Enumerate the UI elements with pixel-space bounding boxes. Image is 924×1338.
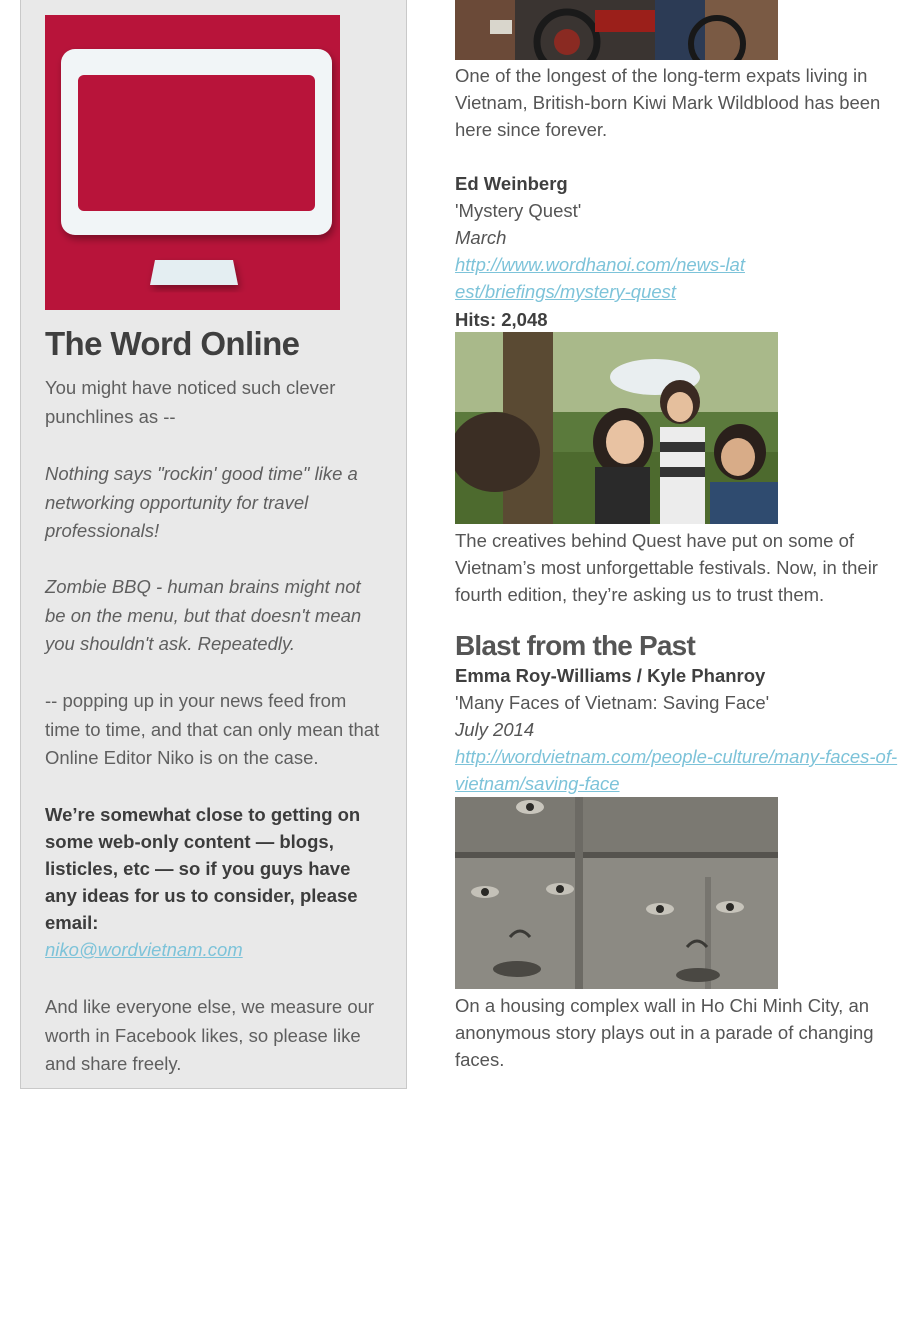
- blast-author: Emma Roy-Williams / Kyle Phanroy: [455, 665, 766, 686]
- sidebar-closing: And like everyone else, we measure our worth in Facebook likes, so please like and share freely.: [45, 996, 375, 1074]
- monitor-icon: [45, 15, 340, 310]
- story2-title: 'Mystery Quest': [455, 200, 582, 221]
- story2-date: March: [455, 227, 507, 248]
- sidebar-quote-2: Zombie BBQ - human brains might not be on the menu, but that doesn't mean you shouldn't ask. Repeatedly.: [45, 576, 362, 654]
- blast-url-link[interactable]: http://wordvietnam.com/people-culture/many-faces-of-vietnam/saving-face: [455, 746, 898, 794]
- motorbike-photo: [455, 0, 778, 60]
- blast-link-line: [455, 743, 900, 797]
- story2-link-line: [455, 251, 755, 305]
- blast-blurb: On a housing complex wall in Ho Chi Minh City, an anonymous story plays out in a parade of changing faces.: [455, 995, 874, 1070]
- faces-wall-photo: [455, 797, 778, 989]
- email-link[interactable]: niko@wordvietnam.com: [45, 939, 243, 960]
- sidebar-quote-1: Nothing says "rockin' good time" like a networking opportunity for travel professionals!: [45, 463, 358, 541]
- word-online-logo: [45, 15, 340, 310]
- sidebar-cta: We’re somewhat close to getting on some web-only content — blogs, listicles, etc — so if you guys have any ideas for us to consider, please email:: [45, 804, 361, 933]
- blast-title: 'Many Faces of Vietnam: Saving Face': [455, 692, 770, 713]
- sidebar-title: The Word Online: [45, 325, 300, 362]
- sidebar-email-line: [45, 936, 385, 965]
- sidebar-intro: You might have noticed such clever punchlines as --: [45, 377, 336, 427]
- story2-author: Ed Weinberg: [455, 173, 568, 194]
- story2-hits: Hits: 2,048: [455, 309, 548, 330]
- festival-photo: [455, 332, 778, 524]
- sidebar-panel: [20, 0, 407, 1089]
- sidebar-outro: -- popping up in your news feed from time to time, and that can only mean that Online Editor Niko is on the case.: [45, 690, 380, 768]
- blast-heading: Blast from the Past: [455, 630, 695, 661]
- story2-url-link[interactable]: http://www.wordhanoi.com/news-latest/briefings/mystery-quest: [455, 254, 745, 302]
- top-story-blurb: One of the longest of the long-term expats living in Vietnam, British-born Kiwi Mark Wildblood has been here since forever.: [455, 65, 881, 140]
- blast-date: July 2014: [455, 719, 535, 740]
- story2-blurb: The creatives behind Quest have put on some of Vietnam’s most unforgettable festivals. Now, in their fourth edition, they’re asking us to trust them.: [455, 530, 878, 605]
